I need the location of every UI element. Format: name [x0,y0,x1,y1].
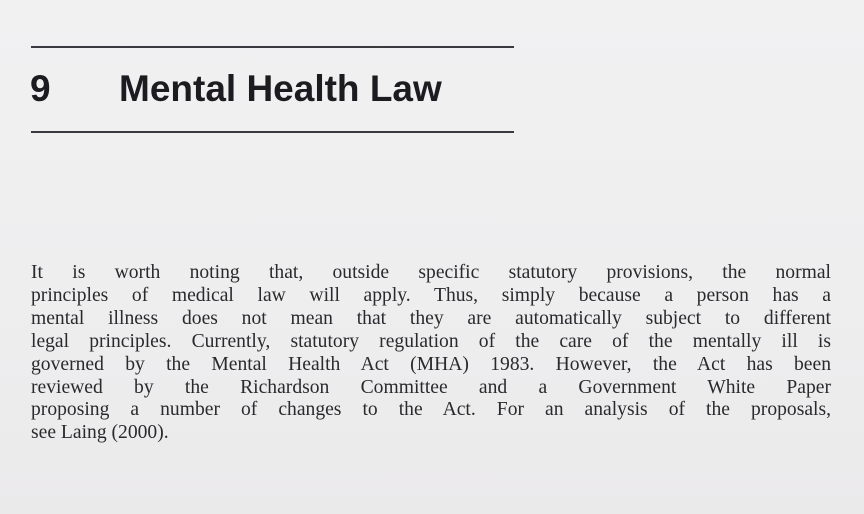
chapter-number: 9 [30,68,51,109]
paragraph-line: reviewed by the Richardson Committee and a Government White Paper [31,376,831,398]
heading-bottom-rule [31,131,514,133]
paragraph-line: principles of medical law will apply. Thus, simply because a person has a [31,284,831,306]
paragraph-line: proposing a number of changes to the Act. For an analysis of the proposals, [31,399,831,421]
body-paragraph [31,262,831,445]
paragraph-line: legal principles. Currently, statutory regulation of the care of the mentally ill is [31,330,831,352]
chapter-title: Mental Health Law [119,68,442,109]
paragraph-line: see Laing (2000). [31,422,169,444]
paragraph-line: governed by the Mental Health Act (MHA) 1983. However, the Act has been [31,353,831,375]
paragraph-line: mental illness does not mean that they are automatically subject to different [31,307,831,329]
chapter-heading [30,64,520,114]
paragraph-line: It is worth noting that, outside specific statutory provisions, the normal [31,262,831,283]
heading-top-rule [31,46,514,48]
